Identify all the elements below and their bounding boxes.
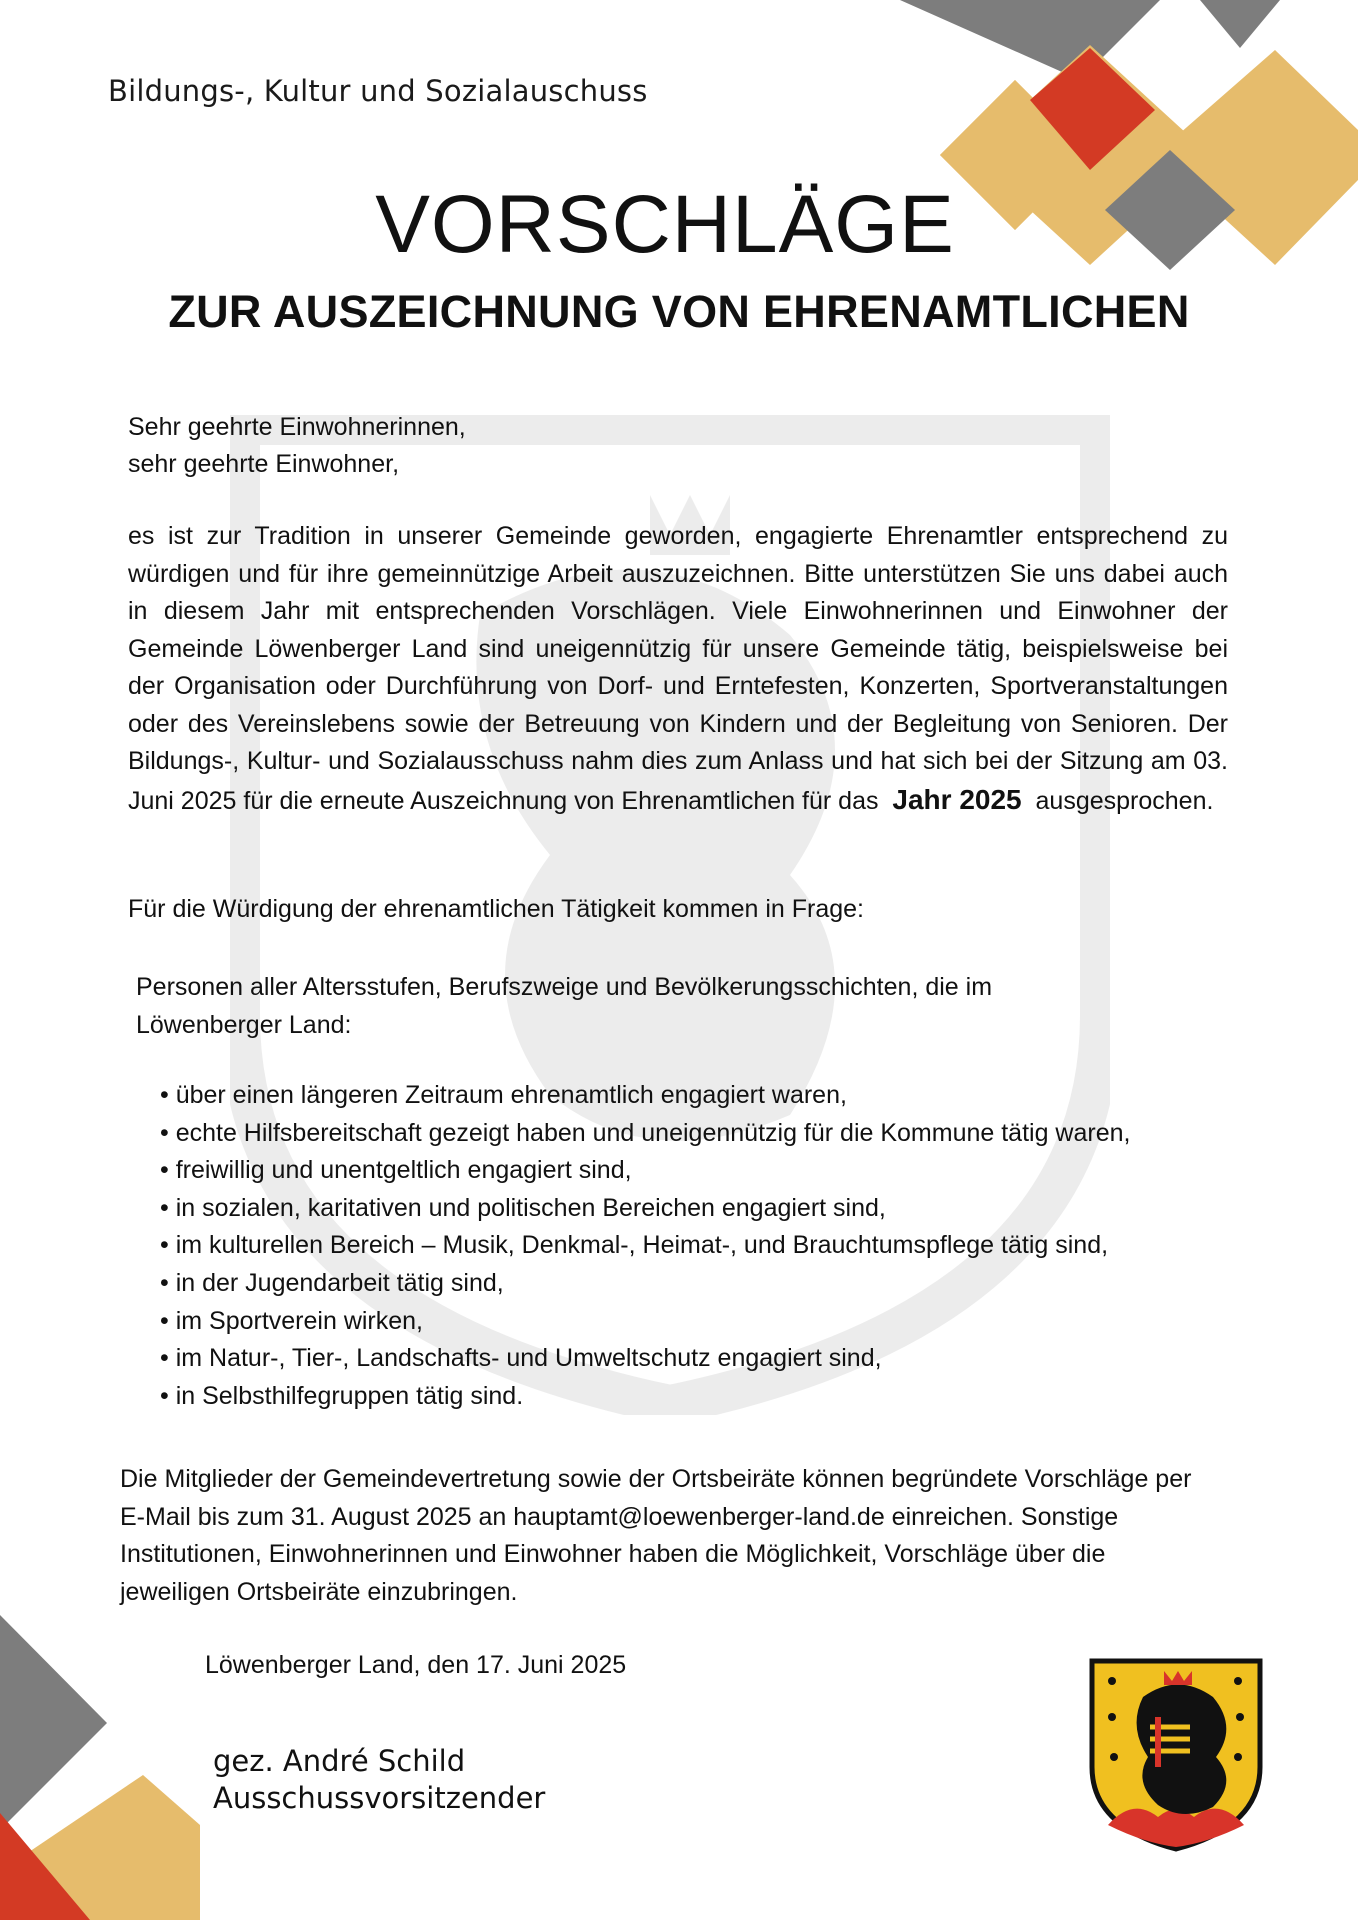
page-title: VORSCHLÄGE	[375, 179, 955, 270]
persons-line-1: Personen aller Altersstufen, Berufszweige und Bevölkerungsschichten, die im	[136, 973, 993, 1001]
list-item: • über einen längeren Zeitraum ehrenamtlich engagiert waren,	[160, 1077, 1130, 1115]
gray-diamond-top	[900, 0, 1160, 80]
coat-of-arms-icon	[1088, 1657, 1264, 1853]
place-date: Löwenberger Land, den 17. Juni 2025	[205, 1651, 627, 1679]
gray-triangle-bottom	[0, 1615, 107, 1830]
list-item: • im Natur-, Tier-, Landschafts- und Umweltschutz engagiert sind,	[160, 1340, 1130, 1378]
page-subtitle: ZUR AUSZEICHNUNG VON EHRENAMTLICHEN	[168, 286, 1190, 337]
criteria-intro: Für die Würdigung der ehrenamtlichen Tätigkeit kommen in Frage:	[128, 895, 864, 923]
list-item: • im Sportverein wirken,	[160, 1303, 1130, 1341]
signature-name: gez. André Schild	[213, 1744, 466, 1778]
year-highlight: Jahr 2025	[892, 783, 1022, 815]
list-item: • in sozialen, karitativen und politischen Bereichen engagiert sind,	[160, 1190, 1130, 1228]
closing-paragraph: Die Mitglieder der Gemeindevertretung sowie der Ortsbeiräte können begründete Vorschläge per E-Mail bis zum 31. August 2025 an hauptamt@loewenberger-land.de einreichen. Sonstige Institutionen, Einwohnerinnen und Einwohner haben die Möglichkeit, Vorschläge über die jeweiligen Ortsbeiräte einzubringen.	[120, 1465, 1192, 1606]
persons-text	[136, 969, 1136, 1044]
criteria-list	[160, 1077, 1130, 1415]
list-item: • in Selbsthilfegruppen tätig sind.	[160, 1378, 1130, 1416]
salutation	[128, 409, 466, 483]
list-item: • freiwillig und unentgeltlich engagiert sind,	[160, 1152, 1130, 1190]
letter-body-end: ausgesprochen.	[1035, 786, 1214, 815]
committee-name: Bildungs-, Kultur und Sozialauschuss	[108, 74, 648, 108]
list-item: • in der Jugendarbeit tätig sind,	[160, 1265, 1130, 1303]
letter-body	[128, 518, 1228, 820]
signature-block	[213, 1743, 545, 1817]
persons-line-2: Löwenberger Land:	[136, 1010, 352, 1039]
list-item: • im kulturellen Bereich – Musik, Denkmal-, Heimat-, und Brauchtumspflege tätig sind,	[160, 1227, 1130, 1265]
letter-body-text: es ist zur Tradition in unserer Gemeinde geworden, engagierte Ehrenamtler entsprechend zu würdigen und für ihre gemeinnützige Arbeit auszuzeichnen. Bitte unterstützen Sie uns dabei auch in diesem Jahr mit entsprechenden Vorschlägen. Viele Einwohnerinnen und Einwohner der Gemeinde Löwenberger Land sind uneigennützig für unsere Gemeinde tätig, beispielsweise bei der Organisation oder Durchführung von Dorf- und Erntefesten, Konzerten, Sportveranstaltungen oder des Vereinslebens sowie der Betreuung von Kindern und der Begleitung von Senioren. Der Bildungs-, Kultur- und Sozialausschuss nahm dies zum Anlass und hat sich bei der Sitzung am 03. Juni 2025 für die erneute Auszeichnung von Ehrenamtlichen für das	[128, 522, 1228, 815]
bottom-left-decoration	[0, 1615, 200, 1920]
signature-role: Ausschussvorsitzender	[213, 1781, 546, 1815]
list-item: • echte Hilfsbereitschaft gezeigt haben und uneigennützig für die Kommune tätig waren,	[160, 1115, 1130, 1153]
gray-triangle-top-right	[1200, 0, 1280, 48]
salutation-line-2: sehr geehrte Einwohner,	[128, 450, 400, 478]
salutation-line-1: Sehr geehrte Einwohnerinnen,	[128, 413, 466, 441]
